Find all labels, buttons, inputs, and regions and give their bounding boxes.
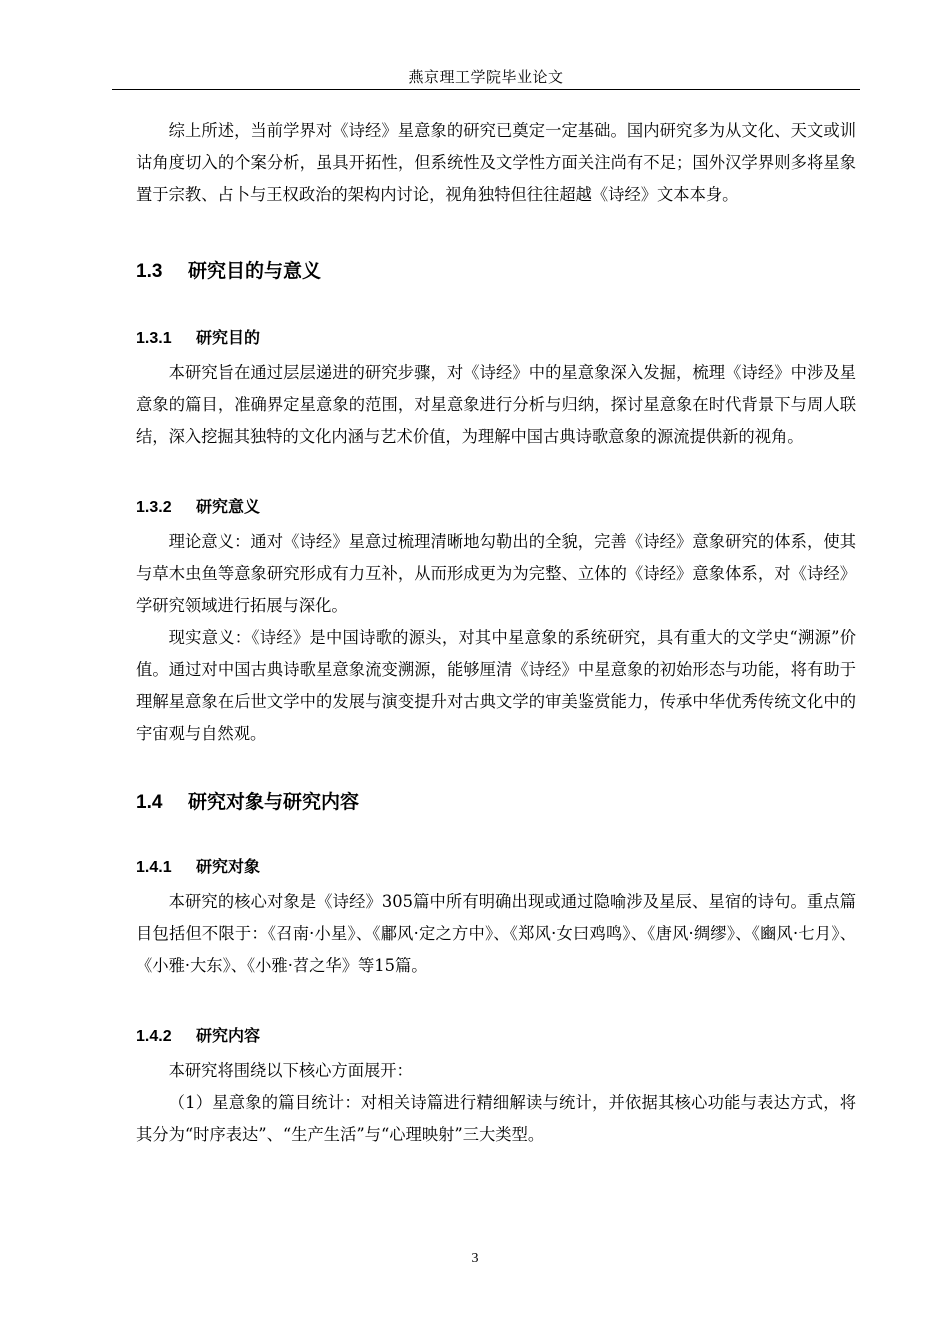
spacer <box>136 817 856 855</box>
content-item-1-paragraph: （1）星意象的篇目统计：对相关诗篇进行精细解读与统计，并依据其核心功能与表达方式，将其分为“时序表达”、“生产生活”与“心理映射”三大类型。 <box>136 1093 856 1144</box>
subsection-number: 1.4.2 <box>136 1028 172 1045</box>
practical-significance-paragraph: 现实意义：《诗经》是中国诗歌的源头，对其中星意象的系统研究，具有重大的文学史“溯源”价值。通过对中国古典诗歌星意象流变溯源，能够厘清《诗经》中星意象的初始形态与功能，将有助于理解星意象在后世文学中的发展与演变提升对古典文学的审美鉴赏能力，传承中华优秀传统文化中的宇宙观与自然观。 <box>136 628 856 743</box>
subsection-heading-1-3-2 <box>136 495 856 520</box>
section-number: 1.4 <box>136 792 163 813</box>
section-heading-1-4 <box>136 788 856 817</box>
spacer <box>136 453 856 495</box>
subsection-title: 研究意义 <box>196 497 261 516</box>
section-heading-1-3 <box>136 257 856 286</box>
subsection-title: 研究对象 <box>196 857 261 876</box>
page-number: 3 <box>471 1251 479 1266</box>
section-title: 研究对象与研究内容 <box>188 791 360 813</box>
subsection-number: 1.3.1 <box>136 330 172 347</box>
subsection-number: 1.3.2 <box>136 499 172 516</box>
spacer <box>136 750 856 788</box>
subsection-heading-1-4-1 <box>136 855 856 880</box>
intro-paragraph: 综上所述，当前学界对《诗经》星意象的研究已奠定一定基础。国内研究多为从文化、天文或训诂角度切入的个案分析，虽具开拓性，但系统性及文学性方面关注尚有不足；国外汉学界则多将星象置于宗教、占卜与王权政治的架构内讨论，视角独特但往往超越《诗经》文本本身。 <box>136 121 856 204</box>
purpose-paragraph: 本研究旨在通过层层递进的研究步骤，对《诗经》中的星意象深入发掘，梳理《诗经》中涉及星意象的篇目，准确界定星意象的范围，对星意象进行分析与归纳，探讨星意象在时代背景下与周人联结，深入挖掘其独特的文化内涵与艺术价值，为理解中国古典诗歌意象的源流提供新的视角。 <box>136 363 856 446</box>
page-body <box>136 115 856 1151</box>
subsection-title: 研究内容 <box>196 1026 261 1045</box>
theory-significance-paragraph: 理论意义：通对《诗经》星意过梳理清晰地勾勒出的全貌，完善《诗经》意象研究的体系，使其与草木虫鱼等意象研究形成有力互补，从而形成更为为完整、立体的《诗经》意象体系，对《诗经》学研究领域进行拓展与深化。 <box>136 532 856 615</box>
subsection-heading-1-3-1 <box>136 326 856 351</box>
subsection-heading-1-4-2 <box>136 1024 856 1049</box>
section-number: 1.3 <box>136 261 163 282</box>
spacer <box>136 211 856 257</box>
object-paragraph: 本研究的核心对象是《诗经》305篇中所有明确出现或通过隐喻涉及星辰、星宿的诗句。重点篇目包括但不限于：《召南·小星》、《鄘风·定之方中》、《郑风·女曰鸡鸣》、《唐风·绸缪》、《豳风·七月》、《小雅·大东》、《小雅·苕之华》等15篇。 <box>136 892 856 975</box>
spacer <box>136 286 856 326</box>
subsection-title: 研究目的 <box>196 328 261 347</box>
running-header: 燕京理工学院毕业论文 <box>408 68 564 86</box>
header-rule <box>112 89 860 90</box>
content-intro-paragraph: 本研究将围绕以下核心方面展开： <box>168 1061 413 1080</box>
subsection-number: 1.4.1 <box>136 859 172 876</box>
section-title: 研究目的与意义 <box>188 260 322 282</box>
spacer <box>136 982 856 1024</box>
